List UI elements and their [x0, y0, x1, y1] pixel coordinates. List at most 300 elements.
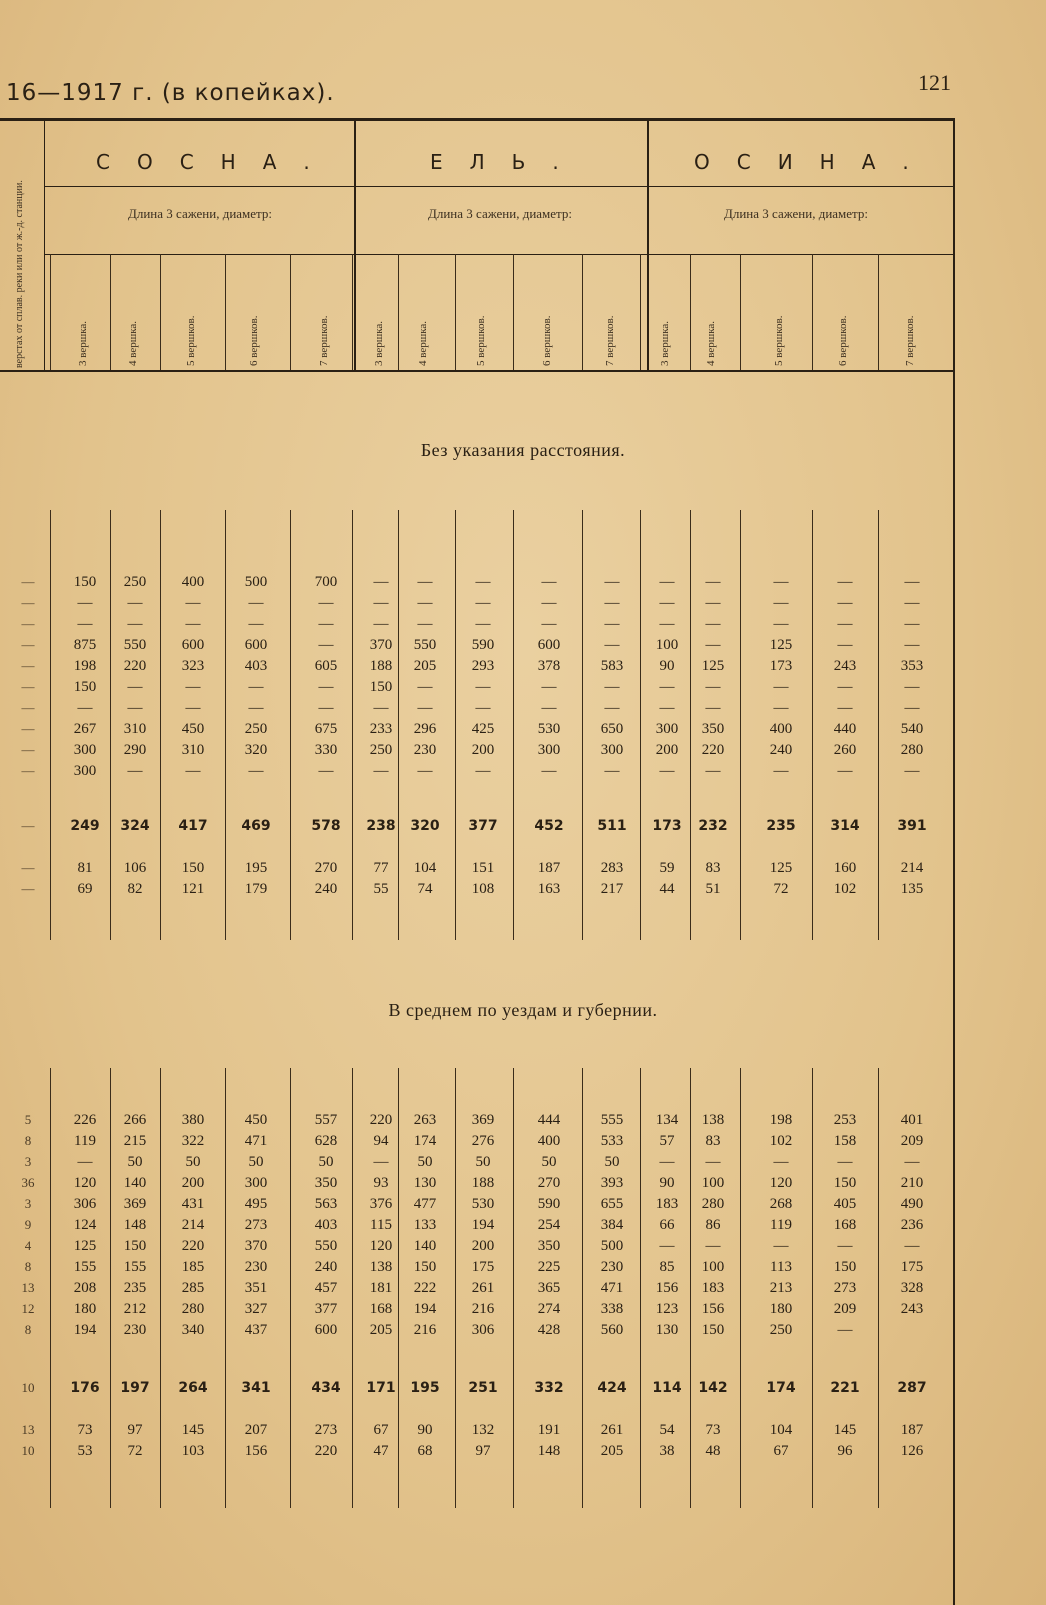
- table-cell: 142: [698, 1380, 728, 1396]
- table-cell: 200: [655, 742, 679, 758]
- table-cell: 195: [410, 1380, 440, 1396]
- table-cell: 452: [534, 818, 564, 834]
- table-row: [0, 1194, 960, 1214]
- table-cell: 225: [537, 1259, 561, 1275]
- table-cell: 67: [773, 1443, 789, 1459]
- table-cell: 145: [833, 1422, 857, 1438]
- table-cell: 327: [244, 1301, 268, 1317]
- table-cell: —: [373, 763, 389, 779]
- table-cell: 600: [314, 1322, 338, 1338]
- row-key: —: [21, 616, 35, 631]
- table-row: [0, 1110, 960, 1130]
- table-cell: —: [185, 679, 201, 695]
- table-cell: 100: [655, 637, 679, 653]
- table-cell: —: [904, 679, 920, 695]
- table-row: [0, 614, 960, 634]
- table-cell: 267: [73, 721, 97, 737]
- top-rule: [0, 118, 955, 121]
- table-cell: 155: [73, 1259, 97, 1275]
- table-cell: 104: [769, 1422, 793, 1438]
- table-cell: 500: [244, 574, 268, 590]
- table-cell: 243: [900, 1301, 924, 1317]
- table-cell: 72: [773, 881, 789, 897]
- table-cell: 350: [537, 1238, 561, 1254]
- row-key: 8: [24, 1133, 32, 1148]
- table-cell: 194: [471, 1217, 495, 1233]
- table-cell: 405: [833, 1196, 857, 1212]
- table-cell: 103: [181, 1443, 205, 1459]
- row-key: —: [21, 860, 35, 875]
- row-key: —: [21, 818, 35, 833]
- column-header: 7 вершков.: [604, 315, 616, 366]
- table-cell: —: [373, 574, 389, 590]
- row-key: —: [21, 574, 35, 589]
- row-key: —: [21, 763, 35, 778]
- table-cell: 338: [600, 1301, 624, 1317]
- table-cell: —: [773, 595, 789, 611]
- table-cell: 102: [769, 1133, 793, 1149]
- group-name-osina: ОСИНА.: [694, 150, 936, 174]
- table-cell: 226: [73, 1112, 97, 1128]
- table-cell: —: [705, 637, 721, 653]
- table-cell: —: [904, 595, 920, 611]
- table-row: [0, 1299, 960, 1319]
- table-cell: 400: [181, 574, 205, 590]
- table-cell: 253: [833, 1112, 857, 1128]
- table-cell: —: [604, 763, 620, 779]
- table-cell: 550: [413, 637, 437, 653]
- table-cell: 120: [769, 1175, 793, 1191]
- table-row: [0, 1173, 960, 1193]
- table-cell: —: [837, 700, 853, 716]
- table-row: [0, 1215, 960, 1235]
- table-cell: 250: [244, 721, 268, 737]
- table-cell: 232: [698, 818, 728, 834]
- table-cell: —: [604, 616, 620, 632]
- row-key: —: [21, 637, 35, 652]
- table-cell: 220: [181, 1238, 205, 1254]
- table-cell: 180: [73, 1301, 97, 1317]
- table-row: [0, 1320, 960, 1340]
- table-cell: 370: [244, 1238, 268, 1254]
- table-cell: 434: [311, 1380, 341, 1396]
- table-cell: 198: [73, 658, 97, 674]
- table-cell: —: [541, 595, 557, 611]
- table-cell: —: [773, 763, 789, 779]
- table-cell: —: [475, 595, 491, 611]
- table-cell: 428: [537, 1322, 561, 1338]
- table-cell: —: [705, 595, 721, 611]
- table-cell: 125: [73, 1238, 97, 1254]
- table-cell: 50: [604, 1154, 620, 1170]
- table-cell: 217: [600, 881, 624, 897]
- table-cell: 57: [659, 1133, 675, 1149]
- table-cell: 205: [413, 658, 437, 674]
- table-cell: 240: [314, 1259, 338, 1275]
- table-cell: —: [248, 679, 264, 695]
- table-cell: 369: [123, 1196, 147, 1212]
- row-key: 13: [21, 1280, 35, 1295]
- table-row: [0, 572, 960, 592]
- table-cell: 97: [475, 1443, 491, 1459]
- table-cell: —: [904, 700, 920, 716]
- table-cell: —: [127, 700, 143, 716]
- table-cell: 121: [181, 881, 205, 897]
- table-cell: 655: [600, 1196, 624, 1212]
- table-cell: 243: [833, 658, 857, 674]
- table-row: [0, 635, 960, 655]
- table-cell: 280: [701, 1196, 725, 1212]
- table-cell: 530: [471, 1196, 495, 1212]
- column-rule: [50, 254, 51, 370]
- header-bottom-rule: [0, 370, 955, 372]
- column-rule: [110, 254, 111, 370]
- table-cell: 222: [413, 1280, 437, 1296]
- table-cell: —: [837, 1238, 853, 1254]
- table-cell: 351: [244, 1280, 268, 1296]
- table-cell: 300: [537, 742, 561, 758]
- table-cell: 173: [652, 818, 682, 834]
- table-cell: 230: [244, 1259, 268, 1275]
- table-cell: 220: [701, 742, 725, 758]
- page-number: 121: [918, 70, 951, 95]
- table-cell: 675: [314, 721, 338, 737]
- table-cell: 81: [77, 860, 93, 876]
- table-cell: 300: [655, 721, 679, 737]
- table-cell: 400: [537, 1133, 561, 1149]
- table-cell: 150: [369, 679, 393, 695]
- table-cell: 235: [766, 818, 796, 834]
- table-cell: 320: [244, 742, 268, 758]
- table-cell: 370: [369, 637, 393, 653]
- table-cell: 150: [833, 1259, 857, 1275]
- table-cell: 530: [537, 721, 561, 737]
- average-row: [0, 816, 960, 836]
- table-cell: —: [248, 700, 264, 716]
- table-cell: —: [248, 616, 264, 632]
- table-cell: 261: [471, 1280, 495, 1296]
- table-cell: —: [318, 616, 334, 632]
- row-key: 36: [21, 1175, 35, 1190]
- table-cell: 82: [127, 881, 143, 897]
- table-cell: 403: [314, 1217, 338, 1233]
- column-rule: [878, 254, 879, 370]
- table-cell: —: [837, 1154, 853, 1170]
- table-cell: 230: [123, 1322, 147, 1338]
- table-cell: 221: [830, 1380, 860, 1396]
- table-cell: 377: [468, 818, 498, 834]
- table-cell: 280: [900, 742, 924, 758]
- group-subtitle-el: Длина 3 сажени, диаметр:: [427, 206, 573, 221]
- table-cell: 69: [77, 881, 93, 897]
- table-cell: 156: [655, 1280, 679, 1296]
- table-cell: 380: [181, 1112, 205, 1128]
- table-cell: 550: [314, 1238, 338, 1254]
- table-cell: 490: [900, 1196, 924, 1212]
- table-cell: 130: [413, 1175, 437, 1191]
- table-cell: 578: [311, 818, 341, 834]
- row-key: 13: [21, 1422, 35, 1437]
- table-cell: —: [837, 616, 853, 632]
- table-cell: 138: [369, 1259, 393, 1275]
- table-cell: 270: [537, 1175, 561, 1191]
- table-cell: 188: [369, 658, 393, 674]
- table-cell: —: [705, 616, 721, 632]
- table-cell: 384: [600, 1217, 624, 1233]
- table-cell: 183: [655, 1196, 679, 1212]
- table-row: [0, 698, 960, 718]
- table-cell: 477: [413, 1196, 437, 1212]
- table-cell: 150: [123, 1238, 147, 1254]
- table-cell: 90: [417, 1422, 433, 1438]
- table-cell: 93: [373, 1175, 389, 1191]
- row-key: —: [21, 742, 35, 757]
- table-cell: 72: [127, 1443, 143, 1459]
- table-cell: 47: [373, 1443, 389, 1459]
- column-header: 3 вершка.: [659, 320, 671, 366]
- table-cell: 274: [537, 1301, 561, 1317]
- table-cell: 230: [600, 1259, 624, 1275]
- table-cell: 94: [373, 1133, 389, 1149]
- table-cell: 250: [769, 1322, 793, 1338]
- table-cell: —: [604, 595, 620, 611]
- table-cell: 97: [127, 1422, 143, 1438]
- table-cell: —: [318, 637, 334, 653]
- row-key: —: [21, 679, 35, 694]
- group-subtitle-sosna: Длина 3 сажени, диаметр:: [127, 206, 273, 221]
- table-cell: —: [604, 700, 620, 716]
- table-cell: 130: [655, 1322, 679, 1338]
- column-header: 4 вершка.: [705, 320, 717, 366]
- table-row: [0, 1152, 960, 1172]
- table-cell: 50: [248, 1154, 264, 1170]
- table-cell: —: [773, 1238, 789, 1254]
- table-cell: —: [541, 574, 557, 590]
- table-cell: 251: [468, 1380, 498, 1396]
- table-cell: 431: [181, 1196, 205, 1212]
- table-cell: 50: [417, 1154, 433, 1170]
- column-header: 6 вершков.: [837, 315, 849, 366]
- table-cell: 249: [70, 818, 100, 834]
- table-row: [0, 1257, 960, 1277]
- column-rule: [582, 254, 583, 370]
- row-key: 8: [24, 1322, 32, 1337]
- table-cell: 214: [181, 1217, 205, 1233]
- table-row: [0, 593, 960, 613]
- table-cell: 180: [769, 1301, 793, 1317]
- table-cell: —: [475, 679, 491, 695]
- column-header: 3 вершка.: [77, 320, 89, 366]
- table-cell: 457: [314, 1280, 338, 1296]
- table-cell: —: [705, 1238, 721, 1254]
- table-cell: 283: [600, 860, 624, 876]
- subtitle-rule: [44, 254, 955, 255]
- table-cell: 293: [471, 658, 495, 674]
- table-cell: 191: [537, 1422, 561, 1438]
- table-cell: 605: [314, 658, 338, 674]
- table-cell: 273: [833, 1280, 857, 1296]
- column-rule: [398, 254, 399, 370]
- table-row: [0, 1131, 960, 1151]
- column-rule: [812, 254, 813, 370]
- table-cell: 600: [244, 637, 268, 653]
- table-cell: 230: [413, 742, 437, 758]
- table-cell: 102: [833, 881, 857, 897]
- table-cell: —: [318, 595, 334, 611]
- table-cell: —: [318, 679, 334, 695]
- table-cell: 212: [123, 1301, 147, 1317]
- table-cell: 213: [769, 1280, 793, 1296]
- table-cell: 38: [659, 1443, 675, 1459]
- table-cell: 550: [123, 637, 147, 653]
- table-cell: 120: [369, 1238, 393, 1254]
- left-column-label: верстах от сплав. реки или от ж.-д. станции.: [14, 180, 25, 368]
- table-cell: 207: [244, 1422, 268, 1438]
- table-cell: 290: [123, 742, 147, 758]
- column-rule: [690, 254, 691, 370]
- table-cell: 74: [417, 881, 433, 897]
- table-cell: —: [127, 616, 143, 632]
- table-cell: 495: [244, 1196, 268, 1212]
- table-cell: —: [185, 616, 201, 632]
- row-key: 9: [24, 1217, 32, 1232]
- table-cell: 150: [413, 1259, 437, 1275]
- table-cell: —: [659, 679, 675, 695]
- table-cell: 320: [410, 818, 440, 834]
- table-cell: 44: [659, 881, 675, 897]
- table-cell: 563: [314, 1196, 338, 1212]
- table-cell: 533: [600, 1133, 624, 1149]
- table-cell: 125: [769, 860, 793, 876]
- table-cell: 155: [123, 1259, 147, 1275]
- table-row: [0, 879, 960, 899]
- table-cell: 328: [900, 1280, 924, 1296]
- table-cell: 148: [123, 1217, 147, 1233]
- table-cell: 310: [181, 742, 205, 758]
- table-cell: —: [904, 637, 920, 653]
- table-cell: 59: [659, 860, 675, 876]
- table-cell: 150: [181, 860, 205, 876]
- column-rule: [225, 254, 226, 370]
- table-cell: 197: [120, 1380, 150, 1396]
- table-cell: 332: [534, 1380, 564, 1396]
- table-cell: 150: [73, 574, 97, 590]
- table-cell: 188: [471, 1175, 495, 1191]
- table-cell: —: [773, 1154, 789, 1170]
- column-header: 5 вершков.: [773, 315, 785, 366]
- table-cell: 287: [897, 1380, 927, 1396]
- table-cell: 310: [123, 721, 147, 737]
- table-cell: —: [659, 763, 675, 779]
- column-header: 6 вершков.: [541, 315, 553, 366]
- table-cell: 254: [537, 1217, 561, 1233]
- table-cell: 100: [701, 1259, 725, 1275]
- column-rule: [290, 254, 291, 370]
- table-cell: —: [604, 574, 620, 590]
- table-cell: 440: [833, 721, 857, 737]
- table-cell: 444: [537, 1112, 561, 1128]
- table-cell: 263: [413, 1112, 437, 1128]
- table-cell: 90: [659, 658, 675, 674]
- table-cell: 240: [314, 881, 338, 897]
- table-cell: —: [248, 763, 264, 779]
- table-cell: 208: [73, 1280, 97, 1296]
- table-cell: 125: [769, 637, 793, 653]
- table-cell: 113: [770, 1259, 792, 1275]
- column-header: 4 вершка.: [417, 320, 429, 366]
- table-cell: —: [77, 595, 93, 611]
- table-cell: 350: [314, 1175, 338, 1191]
- group-subtitle-osina: Длина 3 сажени, диаметр:: [723, 206, 869, 221]
- table-cell: 51: [705, 881, 721, 897]
- table-cell: 73: [77, 1422, 93, 1438]
- group-name-rule: [44, 186, 955, 187]
- table-cell: 323: [181, 658, 205, 674]
- column-rule: [160, 254, 161, 370]
- table-cell: 583: [600, 658, 624, 674]
- table-cell: 50: [127, 1154, 143, 1170]
- table-cell: 174: [413, 1133, 437, 1149]
- table-cell: —: [417, 616, 433, 632]
- table-cell: —: [248, 595, 264, 611]
- table-cell: —: [904, 616, 920, 632]
- page-heading: 16—1917 г. (в копейках).: [6, 80, 335, 106]
- table-cell: 220: [123, 658, 147, 674]
- table-cell: 296: [413, 721, 437, 737]
- table-cell: —: [837, 679, 853, 695]
- table-cell: —: [185, 763, 201, 779]
- table-cell: —: [904, 574, 920, 590]
- table-cell: 55: [373, 881, 389, 897]
- row-key: —: [21, 721, 35, 736]
- table-cell: 200: [471, 1238, 495, 1254]
- column-rule: [513, 254, 514, 370]
- table-cell: 68: [417, 1443, 433, 1459]
- table-cell: 77: [373, 860, 389, 876]
- table-cell: 53: [77, 1443, 93, 1459]
- table-cell: 198: [769, 1112, 793, 1128]
- table-cell: 216: [413, 1322, 437, 1338]
- table-cell: —: [417, 700, 433, 716]
- table-cell: 100: [701, 1175, 725, 1191]
- table-cell: 353: [900, 658, 924, 674]
- table-cell: —: [77, 700, 93, 716]
- table-cell: 376: [369, 1196, 393, 1212]
- table-cell: 160: [833, 860, 857, 876]
- table-cell: 50: [475, 1154, 491, 1170]
- table-cell: —: [705, 1154, 721, 1170]
- table-cell: —: [541, 616, 557, 632]
- table-cell: 628: [314, 1133, 338, 1149]
- table-cell: 133: [413, 1217, 437, 1233]
- table-cell: 210: [900, 1175, 924, 1191]
- table-cell: 875: [73, 637, 97, 653]
- table-row: [0, 858, 960, 878]
- table-cell: —: [373, 616, 389, 632]
- table-cell: 400: [769, 721, 793, 737]
- table-cell: 173: [769, 658, 793, 674]
- table-cell: —: [705, 679, 721, 695]
- table-cell: 238: [366, 818, 396, 834]
- table-cell: 324: [120, 818, 150, 834]
- table-cell: 106: [123, 860, 147, 876]
- table-cell: —: [185, 595, 201, 611]
- table-cell: 469: [241, 818, 271, 834]
- table-cell: 261: [600, 1422, 624, 1438]
- table-cell: —: [541, 679, 557, 695]
- section2-title: В среднем по уездам и губернии.: [388, 1000, 658, 1020]
- table-cell: 557: [314, 1112, 338, 1128]
